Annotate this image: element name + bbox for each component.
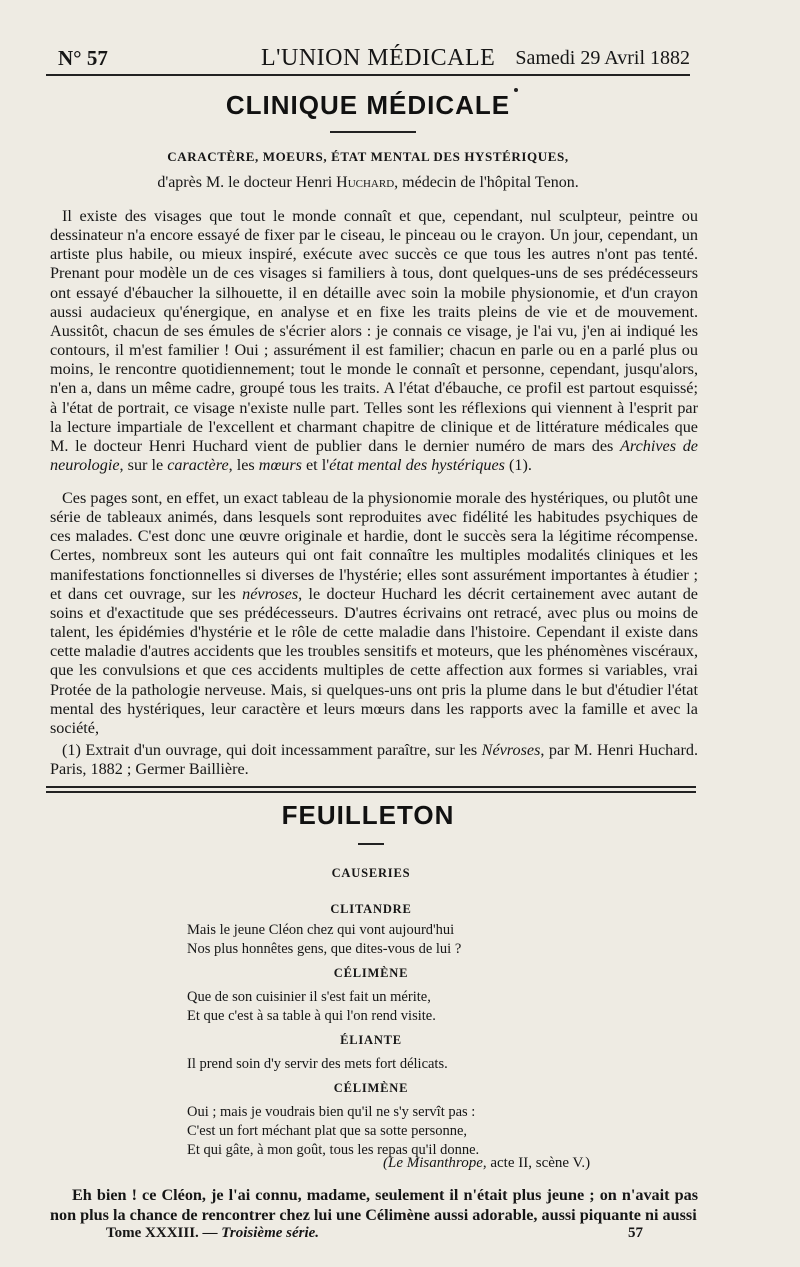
issue-date: Samedi 29 Avril 1882: [515, 47, 690, 69]
volume-info: Tome XXXIII. — Troisième série.: [106, 1225, 320, 1241]
section-title-clinique: CLINIQUE MÉDICALE: [225, 90, 511, 120]
speaker-celimene-1: CÉLIMÈNE: [333, 966, 409, 980]
speaker-celimene-2: CÉLIMÈNE: [333, 1081, 409, 1095]
page-number: 57: [628, 1225, 643, 1241]
heading-causeries: CAUSERIES: [331, 866, 411, 880]
verse-block-2: Que de son cuisinier il s'est fait un mérite, Et que c'est à sa table à qui l'on rend visite.: [187, 989, 436, 1024]
footnote: (1) Extrait d'un ouvrage, qui doit incessamment paraître, sur les Névroses, par M. Henri Huchard. Paris, 1882 ; Germer Baillière.: [50, 741, 698, 778]
title-rule: [330, 131, 416, 133]
verse-block-3: Il prend soin d'y servir des mets fort délicats.: [187, 1056, 448, 1072]
speaker-clitandre: CLITANDRE: [330, 902, 412, 916]
verse-block-4: Oui ; mais je voudrais bien qu'il ne s'y servît pas : C'est un fort méchant plat que sa sotte personne, Et qui gâte, à mon goût, tous les repas qu'il donne.: [187, 1104, 480, 1158]
article-subtitle: CARACTÈRE, MOEURS, ÉTAT MENTAL DES HYSTÉRIQUES,: [167, 149, 569, 164]
verse-citation: (Le Misanthrope, acte II, scène V.): [383, 1155, 591, 1171]
print-speck: [514, 88, 518, 92]
author-name: Huchard: [336, 174, 395, 191]
paragraph-2: Ces pages sont, en effet, un exact tableau de la physionomie morale des hystériques, ou plutôt une série de tableaux animés, dans lesquels sont reproduites avec fidélité les habitudes psychiques de ces malades. C'est donc une œuvre originale et hardie, dont le succès sera la légitime récompense. Certes, nombreux sont les auteurs qui ont fait connaître les multiples modalités cliniques et les manifestations fonctionnelles si diverses de l'hystérie; elles sont assurément importantes à étudier ; et dans cet ouvrage, sur les névroses, le docteur Huchard les décrit certainement avec autant de soins et d'exactitude que ses prédécesseurs. D'autres écrivains ont retracé, avec plus ou moins de talent, les épidémies d'hystérie et le rôle de cette maladie dans l'histoire. Cependant il existe dans cette maladie d'autres accidents que les troubles sensitifs et moteurs, que les phénomènes viscéraux, que les convulsions et que ces accidents multiples de cette affection aux formes si variables, vrai Protée de la pathologie nerveuse. Mais, si quelques-uns ont pris la plume dans le but d'étudier l'état mental des hystériques, leur caractère et leurs mœurs dans les rapports avec la famille et avec la société,: [50, 489, 698, 737]
article-byline: d'après M. le docteur Henri Huchard, médecin de l'hôpital Tenon.: [157, 174, 579, 191]
section-divider: [46, 786, 696, 793]
speaker-eliante: ÉLIANTE: [340, 1033, 402, 1047]
section-title-feuilleton: FEUILLETON: [281, 800, 455, 830]
page-header: [46, 38, 690, 76]
feuilleton-paragraph: Eh bien ! ce Cléon, je l'ai connu, madame, seulement il n'était plus jeune ; on n'avait pas non plus la chance de rencontrer chez lui une Célimène aussi adorable, aussi piquante ni aussi: [50, 1186, 698, 1224]
feuilleton-rule: [358, 843, 384, 845]
paragraph-1: Il existe des visages que tout le monde connaît et que, cependant, nul sculpteur, peintre ou dessinateur n'a encore essayé de fixer par le ciseau, le pinceau ou le crayon. Un jour, cependant, un artiste plus habile, ou mieux inspiré, exécute avec succès ce que tous les autres n'ont pas tenté. Prenant pour modèle un de ces visages si familiers à tous, dont quelques-uns de ses prédécesseurs ont essayé d'ébaucher la silhouette, il en détaille avec soin la mobile physionomie, et d'un crayon aussi audacieux qu'énergique, en analyse et en fixe les traits pleins de vie et de mouvement. Aussitôt, chacun de ses émules de s'écrier alors : je connais ce visage, je l'ai vu, j'en ai indiqué les contours, il m'est familier ! Oui ; assurément il est familier; chacun en parle ou en a parlé plus ou moins, le rencontre quotidiennement; tout le monde le connaît et personne, cependant, jusqu'alors, n'en a, dans un même cadre, groupé tous les traits. A l'état d'ébauche, ce profil est partout esquissé; à l'état de portrait, ce visage n'existe nulle part. Telles sont les réflexions qui viennent à l'esprit par la lecture impartiale de l'excellent et charmant chapitre de clinique et de littérature médicales que M. le docteur Henri Huchard vient de publier dans le dernier numéro de mars des Archives de neurologie, sur le caractère, les mœurs et l'état mental des hystériques (1).: [50, 207, 698, 475]
issue-number: N° 57: [58, 46, 108, 70]
footnote-marker: (1).: [508, 456, 532, 475]
journal-title: L'UNION MÉDICALE: [261, 45, 496, 71]
verse-block-1: Mais le jeune Cléon chez qui vont aujourd'hui Nos plus honnêtes gens, que dites-vous de lui ?: [187, 922, 462, 957]
journal-ref: Archives de neurologie: [50, 436, 698, 475]
